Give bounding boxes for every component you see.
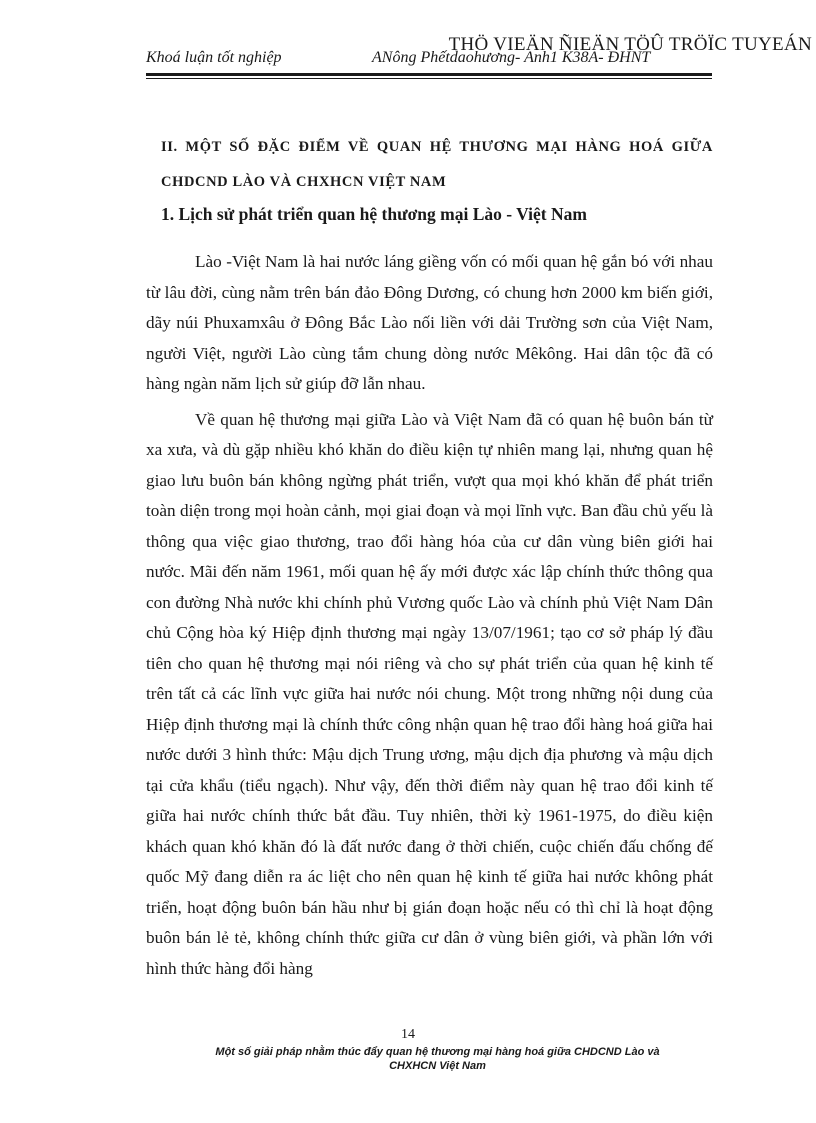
footer-line-1: Một số giải pháp nhằm thúc đẩy quan hệ thương mại hàng hoá giữa CHDCND Lào và <box>215 1046 660 1058</box>
header-thesis-label: Khoá luận tốt nghiệp <box>146 49 282 66</box>
library-watermark: THÖ VIEÄN ÑIEÄN TÖÛ TRÖÏC TUYEÁN <box>448 34 812 55</box>
section-heading: II. MỘT SỐ ĐẶC ĐIỂM VỀ QUAN HỆ THƯƠNG MẠI HÀNG HOÁ GIỮA CHDCND LÀO VÀ CHXHCN VIỆT NAM <box>161 139 713 190</box>
footer-line-2: CHXHCN Việt Nam <box>389 1060 486 1072</box>
paragraph-2: Về quan hệ thương mại giữa Lào và Việt Nam đã có quan hệ buôn bán từ xa xưa, và dù gặp nhiều khó khăn do điều kiện tự nhiên mang lại, nhưng quan hệ giao lưu buôn bán không ngừng phát triển, vượt qua mọi khó khăn để phát triển toàn diện trong mọi hoàn cảnh, mọi giai đoạn và mọi lĩnh vực. Ban đầu chủ yếu là thông qua việc giao thương, trao đổi hàng hóa của cư dân vùng biên giới hai nước. Mãi đến năm 1961, mối quan hệ ấy mới được xác lập chính thức thông qua con đường Nhà nước khi chính phủ Vương quốc Lào và chính phủ Việt Nam Dân chủ Cộng hòa ký Hiệp định thương mại ngày 13/07/1961; tạo cơ sở pháp lý đầu tiên cho quan hệ thương mại nói riêng và cho sự phát triển của quan hệ kinh tế trên tất cả các lĩnh vực giữa hai nước nói chung. Một trong những nội dung của Hiệp định thương mại là chính thức công nhận quan hệ trao đổi hàng hoá giữa hai nước dưới 3 hình thức: Mậu dịch Trung ương, mậu dịch địa phương và mậu dịch tại cửa khẩu (tiểu ngạch). Như vậy, đến thời điểm này quan hệ trao đổi kinh tế giữa hai nước chính thức bắt đầu. Tuy nhiên, thời kỳ 1961-1975, do điều kiện khách quan khó khăn đó là đất nước đang ở thời chiến, cuộc chiến đấu chống đế quốc Mỹ đang diễn ra ác liệt cho nên quan hệ kinh tế giữa hai nước không phát triển, hoạt động buôn bán hầu như bị gián đoạn hoặc nếu có thì chỉ là hoạt động buôn bán lẻ tẻ, không chính thức giữa cư dân ở vùng biên giới, và phần lớn với hình thức hàng đổi hàng <box>146 409 713 978</box>
header-rule-thin <box>146 78 712 79</box>
header-author: ANông Phếtdaohương- Anh1 K38A- ĐHNT <box>372 49 651 66</box>
body-text <box>146 247 713 989</box>
header-rule-thick <box>146 73 712 76</box>
footer-title <box>170 1045 705 1073</box>
subsection-heading: 1. Lịch sử phát triển quan hệ thương mại Lào - Việt Nam <box>161 204 587 224</box>
page-number: 14 <box>401 1027 415 1042</box>
paragraph-1: Lào -Việt Nam là hai nước láng giềng vốn có mối quan hệ gắn bó với nhau từ lâu đời, cùng nằm trên bán đảo Đông Dương, có chung hơn 2000 km biến giới, dãy núi Phuxamxâu ở Đông Bắc Lào nối liền với dải Trường sơn của Việt Nam, người Việt, người Lào cùng tắm chung dòng nước Mêkông. Hai dân tộc đã có hàng ngàn năm lịch sử giúp đỡ lẫn nhau. <box>146 252 713 393</box>
